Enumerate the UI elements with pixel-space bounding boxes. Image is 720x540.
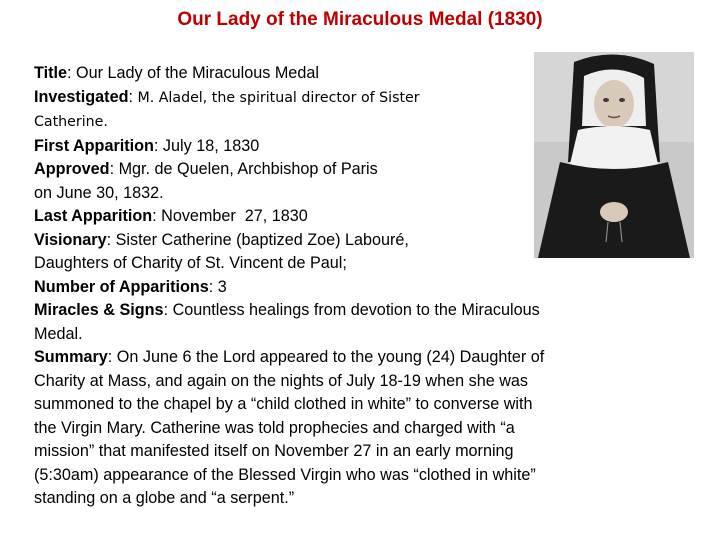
approved-label: Approved bbox=[34, 160, 110, 178]
apparitions-count-label: Number of Apparitions bbox=[34, 277, 209, 296]
details-block bbox=[34, 62, 674, 511]
summary-row: Summary: On June 6 the Lord appeared to the young (24) Daughter of bbox=[34, 348, 545, 366]
page-title: Our Lady of the Miraculous Medal (1830) bbox=[177, 9, 543, 30]
investigated-value-cont: Catherine. bbox=[34, 114, 108, 130]
first-apparition-label: First Apparition bbox=[34, 136, 154, 155]
visionary-row-cont bbox=[34, 252, 674, 276]
summary-line: (5:30am) appearance of the Blessed Virgin who was “clothed in white” bbox=[34, 465, 536, 484]
visionary-row: Visionary: Sister Catherine (baptized Zoe) Labouré, bbox=[34, 230, 409, 249]
visionary-value: Sister Catherine (baptized Zoe) Labouré, bbox=[115, 230, 409, 249]
summary-line: On June 6 the Lord appeared to the young (24) Daughter of bbox=[116, 348, 545, 366]
miracles-value: Countless healings from devotion to the Miraculous bbox=[172, 301, 540, 319]
summary-line: standing on a globe and “a serpent.” bbox=[34, 489, 295, 507]
summary-line: the Virgin Mary. Catherine was told prophecies and charged with “a bbox=[34, 418, 515, 437]
approved-value: Mgr. de Quelen, Archbishop of Paris bbox=[118, 160, 378, 178]
summary-line: mission” that manifested itself on November 27 in an early morning bbox=[34, 442, 514, 460]
title-row: Title: Our Lady of the Miraculous Medal bbox=[34, 64, 319, 82]
miracles-row-cont bbox=[34, 323, 674, 347]
visionary-label: Visionary bbox=[34, 230, 107, 249]
apparitions-count-row: Number of Apparitions: 3 bbox=[34, 277, 227, 296]
last-apparition-row: Last Apparition: November 27, 1830 bbox=[34, 207, 308, 225]
investigated-value: M. Aladel, the spiritual director of Sister bbox=[137, 89, 420, 106]
miracles-value-cont: Medal. bbox=[34, 324, 83, 343]
approved-row: Approved: Mgr. de Quelen, Archbishop of Paris bbox=[34, 160, 378, 178]
title-label: Title bbox=[34, 64, 67, 82]
first-apparition-row: First Apparition: July 18, 1830 bbox=[34, 136, 260, 155]
miracles-row: Miracles & Signs: Countless healings from devotion to the Miraculous bbox=[34, 301, 540, 319]
approved-value-cont: on June 30, 1832. bbox=[34, 183, 164, 202]
last-apparition-label: Last Apparition bbox=[34, 207, 153, 225]
last-apparition-value: November 27, 1830 bbox=[161, 207, 308, 225]
visionary-value-cont: Daughters of Charity of St. Vincent de Paul; bbox=[34, 254, 347, 272]
summary-line: Charity at Mass, and again on the nights of July 18-19 when she was bbox=[34, 371, 529, 390]
summary-label: Summary bbox=[34, 348, 108, 366]
approved-row-cont bbox=[34, 182, 674, 206]
investigated-row-cont bbox=[34, 110, 674, 135]
title-value: Our Lady of the Miraculous Medal bbox=[75, 64, 319, 82]
summary-line: summoned to the chapel by a “child clothed in white” to converse with bbox=[34, 395, 533, 413]
investigated-row: Investigated: M. Aladel, the spiritual director of Sister bbox=[34, 87, 420, 106]
miracles-label: Miracles & Signs bbox=[34, 301, 164, 319]
first-apparition-value: July 18, 1830 bbox=[162, 136, 260, 155]
apparitions-count-value: 3 bbox=[217, 277, 227, 296]
investigated-label: Investigated bbox=[34, 87, 129, 106]
